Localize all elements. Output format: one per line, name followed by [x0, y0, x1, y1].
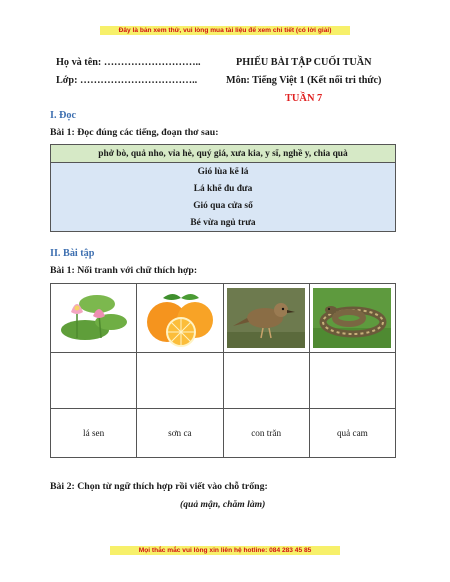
worksheet-title: PHIẾU BÀI TẬP CUỐI TUẦN — [236, 57, 372, 68]
reading-table — [50, 144, 396, 232]
picture-cell — [309, 284, 395, 353]
picture-cell — [137, 284, 223, 353]
picture-cell — [51, 284, 137, 353]
orange-picture — [141, 288, 219, 348]
student-name-line: Họ và tên: ……………………….. — [56, 57, 201, 68]
reading-exercise-title: Bài 1: Đọc đúng các tiếng, đoạn thơ sau: — [50, 127, 219, 138]
connect-area — [137, 353, 223, 409]
subject-line: Môn: Tiếng Việt 1 (Kết nối tri thức) — [226, 75, 382, 86]
word-label: quả cam — [309, 409, 395, 458]
picture-cell — [223, 284, 309, 353]
fill-blank-exercise-title: Bài 2: Chọn từ ngữ thích hợp rồi viết vào chỗ trống: — [50, 481, 268, 492]
preview-banner: Đây là bản xem thử, vui lòng mua tài liệu để xem chi tiết (có lời giải) — [100, 26, 350, 35]
poem-line: Gió lùa kẽ lá — [51, 163, 396, 181]
lark-picture — [227, 288, 305, 348]
week-label: TUẦN 7 — [285, 93, 323, 104]
poem-line: Gió qua cửa sổ — [51, 197, 396, 214]
poem-line: Lá khẽ đu đưa — [51, 180, 396, 197]
connect-area — [223, 353, 309, 409]
word-label: sơn ca — [137, 409, 223, 458]
exercises-section-heading: II. Bài tập — [50, 248, 95, 259]
word-choices-hint: (quả mận, chăm làm) — [180, 499, 266, 510]
matching-table — [50, 283, 396, 458]
connect-area — [309, 353, 395, 409]
poem-line: Bé vừa ngủ trưa — [51, 214, 396, 232]
reading-section-heading: I. Đọc — [50, 110, 77, 121]
word-list-cell: phở bò, quả nho, vỉa hè, quý giá, xưa kia, y sĩ, nghề y, chia quà — [51, 145, 396, 163]
word-label: con trăn — [223, 409, 309, 458]
class-line: Lớp: …………………………….. — [56, 75, 198, 86]
lotus-picture — [55, 288, 133, 348]
word-label: lá sen — [51, 409, 137, 458]
python-picture — [313, 288, 391, 348]
matching-exercise-title: Bài 1: Nối tranh với chữ thích hợp: — [50, 265, 198, 276]
connect-area — [51, 353, 137, 409]
hotline-banner: Mọi thắc mắc vui lòng xin liên hệ hotline: 084 283 45 85 — [110, 546, 340, 555]
